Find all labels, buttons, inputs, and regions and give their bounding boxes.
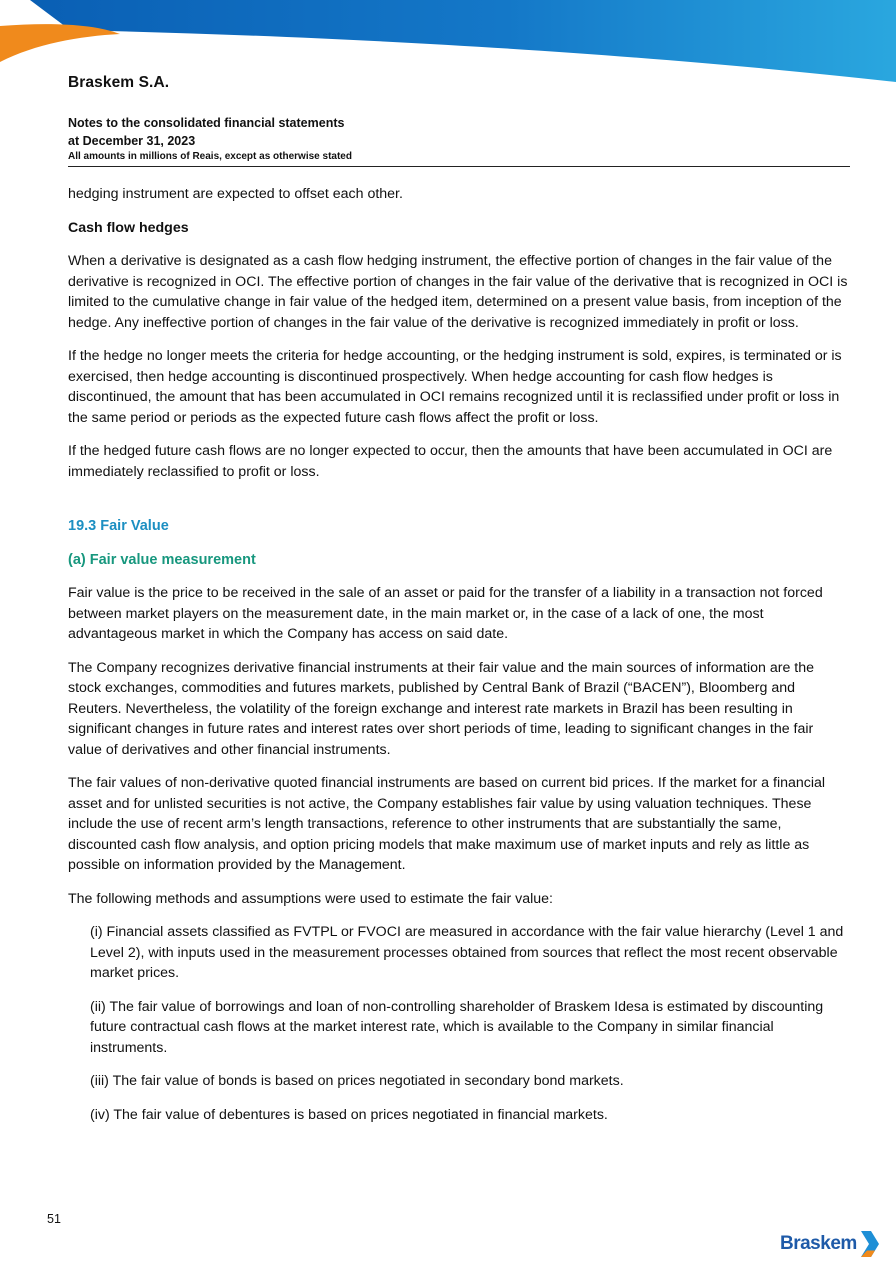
braskem-logo xyxy=(780,1228,880,1260)
cash-flow-hedges-heading: Cash flow hedges xyxy=(68,219,189,236)
list-item: (iii) The fair value of bonds is based on prices negotiated in secondary bond markets. xyxy=(90,1073,624,1089)
paragraph-methods-intro: The following methods and assumptions were used to estimate the fair value: xyxy=(68,890,554,907)
list-item: (i) Financial assets classified as FVTPL or FVOCI are measured in accordance with the fair value hierarchy (Level 1 and Level 2), with inputs used in the measurement processes obtained from sources that reflect the most recent observable market prices. xyxy=(90,924,844,981)
chevron-logo-icon xyxy=(858,1229,880,1259)
section-title-fair-value: 19.3 Fair Value xyxy=(68,518,169,534)
paragraph-non-derivative-values: The fair values of non-derivative quoted financial instruments are based on current bid prices. If the market for a financial asset and for unlisted securities is not active, the Company establishes fair value by using valuation techniques. These include the use of recent arm’s length transactions, reference to other instruments that are substantially the same, discounted cash flow analysis, and option pricing models that make maximum use of market inputs and rely as little as possible on information provided by the Management. xyxy=(68,775,826,873)
notes-date: at December 31, 2023 xyxy=(68,134,196,148)
paragraph-fair-value-definition: Fair value is the price to be received in the sale of an asset or paid for the transfer of a liability in a transaction not forced between market players on the measurement date, in the main market or, in the case of a lack of one, the most advantageous market in which the Company has access on said date. xyxy=(68,585,823,642)
document-body xyxy=(68,184,850,1138)
list-item: (iv) The fair value of debentures is based on prices negotiated in financial markets. xyxy=(90,1106,608,1123)
subsection-title-fair-value-measurement: (a) Fair value measurement xyxy=(68,551,256,568)
paragraph-reclassification: If the hedged future cash flows are no longer expected to occur, then the amounts that have been accumulated in OCI are immediately reclassified to profit or loss. xyxy=(68,443,833,480)
paragraph-cash-flow-designation: When a derivative is designated as a cash flow hedging instrument, the effective portion of changes in the fair value of the derivative is recognized in OCI. The effective portion of changes in the fair value of the derivative that is recognized in OCI is limited to the cumulative change in fair value of the hedged item, determined on a present value basis, from inception of the hedge. Any ineffective portion of changes in the fair value of the derivative is recognized immediately in profit or loss. xyxy=(68,253,848,331)
document-header xyxy=(68,74,850,164)
company-name: Braskem S.A. xyxy=(68,74,170,91)
notes-title: Notes to the consolidated financial statements xyxy=(68,116,345,130)
paragraph-hedge-discontinued: If the hedge no longer meets the criteria for hedge accounting, or the hedging instrument is sold, expires, is terminated or is exercised, then hedge accounting is discontinued prospectively. When hedge accounting for cash flow hedges is discontinued, the amount that has been accumulated in OCI remains recognized until it is reclassified under profit or loss in the same period or periods as the expected future cash flows affect the profit or loss. xyxy=(68,348,842,426)
header-divider xyxy=(68,166,850,167)
logo-wordmark: Braskem xyxy=(780,1233,857,1254)
amounts-note: All amounts in millions of Reais, except as otherwise stated xyxy=(68,151,352,162)
paragraph-continuation: hedging instrument are expected to offset each other. xyxy=(68,186,403,202)
list-item: (ii) The fair value of borrowings and loan of non-controlling shareholder of Braskem Idesa is estimated by discounting future contractual cash flows at the market interest rate, which is available to the Company in similar financial instruments. xyxy=(90,998,824,1056)
page-number: 51 xyxy=(47,1212,61,1226)
paragraph-derivative-recognition: The Company recognizes derivative financial instruments at their fair value and the main sources of information are the stock exchanges, commodities and futures markets, published by Central Bank of Brazil (“BACEN”), Bloomberg and Reuters. Nevertheless, the volatility of the foreign exchange and interest rate markets in Brazil has been resulting in significant changes in future rates and interest rates over short periods of time, leading to significant changes in the fair value of derivatives and other financial instruments. xyxy=(68,659,815,758)
